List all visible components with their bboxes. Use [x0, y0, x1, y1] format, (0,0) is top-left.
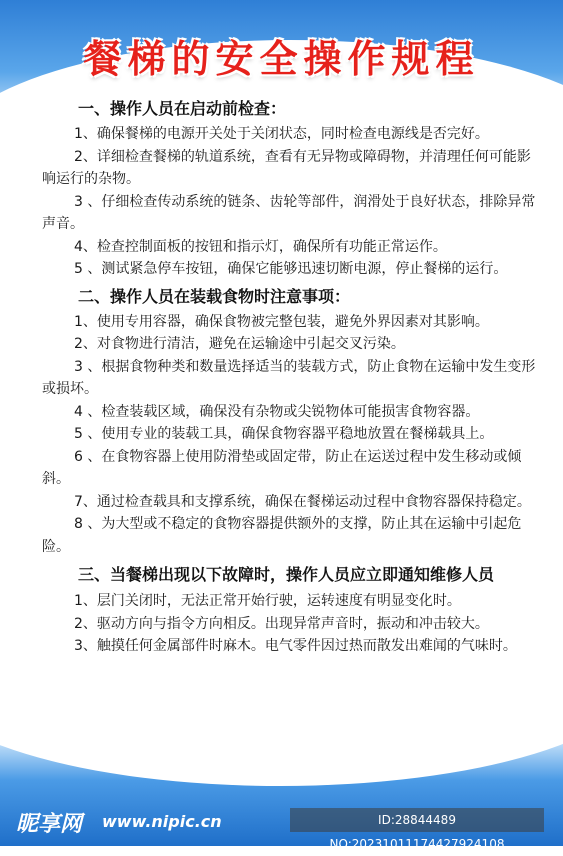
section-1-item-4: 4、检查控制面板的按钮和指示灯，确保所有功能正常运作。: [74, 238, 447, 255]
section-2-item-2: 2、对食物进行清洁，避免在运输途中引起交叉污染。: [74, 336, 405, 352]
section-heading-3: 三、当餐梯出现以下故障时，操作人员应立即通知维修人员: [78, 565, 495, 584]
section-3-item-2: 2、驱动方向与指令方向相反。出现异常声音时，振动和冲击较大。: [74, 615, 489, 632]
watermark-logo: 昵享网: [16, 812, 83, 837]
section-3-item-3: 3、触摸任何金属部件时麻木。电气零件因过热而散发出难闻的气味时。: [74, 638, 517, 654]
section-2-item-3: 3 、根据食物种类和数量选择适当的装载方式，防止食物在运输中发生变形或损坏。: [42, 358, 536, 397]
section-1-item-3: 3 、仔细检查传动系统的链条、齿轮等部件，润滑处于良好状态，排除异常声音。: [42, 193, 536, 232]
section-2-item-7: 7、通过检查载具和支撑系统，确保在餐梯运动过程中食物容器保持稳定。: [74, 493, 531, 510]
section-2-item-6: 6 、在食物容器上使用防滑垫或固定带，防止在运送过程中发生移动或倾斜。: [42, 448, 522, 487]
section-2-item-1: 1、使用专用容器，确保食物被完整包装，避免外界因素对其影响。: [74, 313, 489, 330]
section-heading-1: 一、操作人员在启动前检查：: [78, 99, 287, 118]
section-3-item-1: 1、层门关闭时，无法正常开始行驶，运转速度有明显变化时。: [74, 593, 461, 609]
section-heading-2: 二、操作人员在装载食物时注意事项：: [78, 286, 351, 306]
poster-panel: [20, 28, 543, 798]
footer-bar: [0, 796, 563, 851]
poster-content: [20, 97, 543, 658]
page-title: 餐梯的安全操作规程: [83, 37, 480, 81]
section-1-item-2: 2、详细检查餐梯的轨道系统，查看有无异物或障碍物，并清理任何可能影响运行的杂物。: [42, 148, 531, 187]
section-2-item-5: 5 、使用专业的装载工具，确保食物容器平稳地放置在餐梯载具上。: [74, 426, 494, 442]
watermark-url: www.nipic.cn: [102, 812, 222, 831]
section-1-item-5: 5 、测试紧急停车按钮，确保它能够迅速切断电源，停止餐梯的运行。: [74, 261, 508, 277]
section-2-item-8: 8 、为大型或不稳定的食物容器提供额外的支撑，防止其在运输中引起危险。: [42, 516, 522, 555]
image-id-label: ID:28844489 NO:20231011174427924108: [290, 808, 544, 832]
section-1-item-1: 1、确保餐梯的电源开关处于关闭状态，同时检查电源线是否完好。: [74, 126, 489, 142]
section-2-item-4: 4 、检查装载区域，确保没有杂物或尖锐物体可能损害食物容器。: [74, 403, 480, 420]
